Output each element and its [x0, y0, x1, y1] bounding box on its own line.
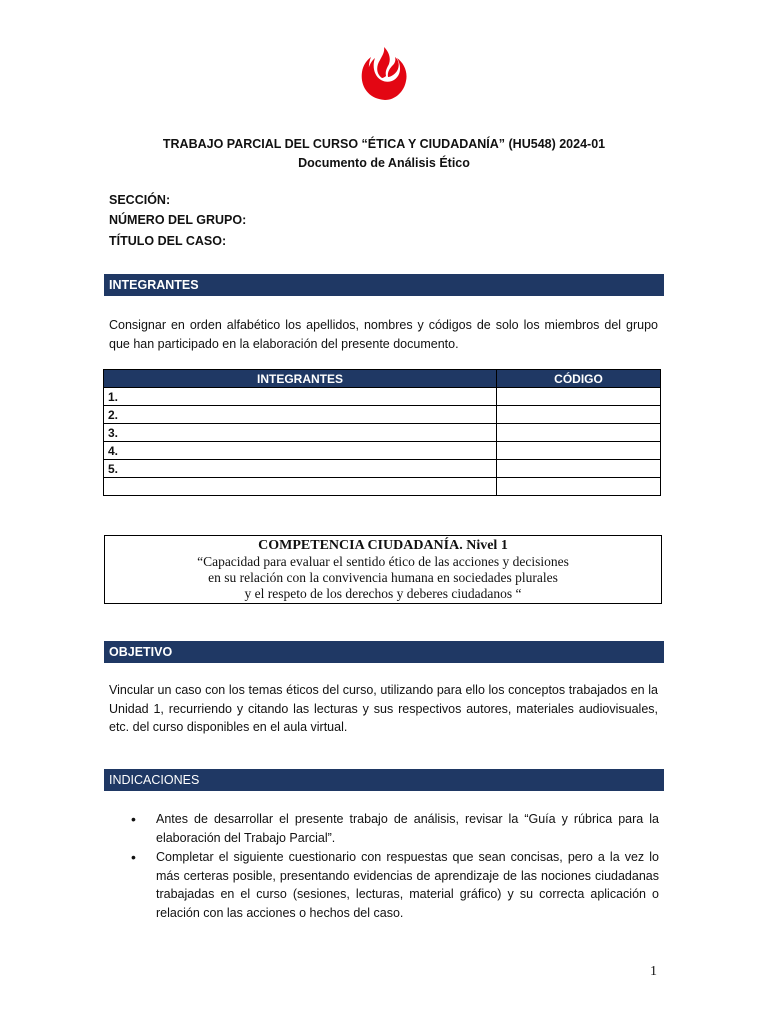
table-cell-code[interactable]: [497, 478, 661, 496]
table-cell-name[interactable]: 4.: [104, 442, 497, 460]
section-bar-objetivo: OBJETIVO: [104, 641, 664, 663]
competencia-title: COMPETENCIA CIUDADANÍA. Nivel 1: [258, 538, 508, 553]
table-row: [104, 478, 661, 496]
table-cell-code[interactable]: [497, 406, 661, 424]
indicaciones-list: [109, 810, 659, 923]
table-cell-name[interactable]: [104, 478, 497, 496]
table-cell-code[interactable]: [497, 460, 661, 478]
document-title: TRABAJO PARCIAL DEL CURSO “ÉTICA Y CIUDADANÍA” (HU548) 2024-01: [162, 137, 606, 151]
competencia-line: “Capacidad para evaluar el sentido ético de las acciones y decisiones: [197, 554, 569, 569]
page-number: 1: [650, 964, 657, 979]
members-table: [103, 369, 661, 496]
list-item-text: Completar el siguiente cuestionario con respuestas que sean concisas, pero a la vez lo más certeras posible, presentando evidencias de aprendizaje de las nociones ciudadanas trabajadas en el curso (sesiones, lecturas, material gráfico) y su correcta aplicación o relación con las acciones o hechos del caso.: [156, 850, 659, 920]
list-item-text: Antes de desarrollar el presente trabajo de análisis, revisar la “Guía y rúbrica para la elaboración del Trabajo Parcial”.: [156, 812, 659, 845]
table-cell-name[interactable]: 3.: [104, 424, 497, 442]
table-row: [104, 406, 661, 424]
table-header-integrantes: INTEGRANTES: [104, 370, 497, 388]
table-row: [104, 388, 661, 406]
document-subtitle: Documento de Análisis Ético: [298, 156, 470, 170]
table-row: [104, 424, 661, 442]
bullet-icon: •: [131, 811, 136, 827]
bullet-icon: •: [131, 849, 136, 865]
field-titulo-caso: TÍTULO DEL CASO:: [109, 234, 227, 248]
table-cell-name[interactable]: 2.: [104, 406, 497, 424]
table-row: [104, 460, 661, 478]
competencia-box: [104, 535, 662, 604]
upc-logo-icon: [358, 46, 412, 102]
table-cell-name[interactable]: 5.: [104, 460, 497, 478]
section-bar-indicaciones: INDICACIONES: [104, 769, 664, 791]
table-header-row: [104, 370, 661, 388]
objetivo-text: Vincular un caso con los temas éticos del curso, utilizando para ello los conceptos trabajados en la Unidad 1, recurriendo y citando las lecturas y sus respectivos autores, materiales audiovisuales, etc. del curso disponibles en el aula virtual.: [109, 683, 658, 734]
field-seccion: SECCIÓN:: [109, 193, 171, 207]
table-cell-code[interactable]: [497, 388, 661, 406]
competencia-line: y el respeto de los derechos y deberes ciudadanos “: [244, 586, 522, 601]
section-bar-integrantes: INTEGRANTES: [104, 274, 664, 296]
list-item: [109, 848, 659, 922]
table-cell-code[interactable]: [497, 442, 661, 460]
table-header-codigo: CÓDIGO: [497, 370, 661, 388]
integrantes-instructions: Consignar en orden alfabético los apellidos, nombres y códigos de solo los miembros del grupo que han participado en la elaboración del presente documento.: [109, 318, 658, 351]
list-item: [109, 810, 659, 847]
table-row: [104, 442, 661, 460]
competencia-line: en su relación con la convivencia humana en sociedades plurales: [208, 570, 558, 585]
table-cell-code[interactable]: [497, 424, 661, 442]
field-numero-grupo: NÚMERO DEL GRUPO:: [109, 213, 247, 227]
table-cell-name[interactable]: 1.: [104, 388, 497, 406]
